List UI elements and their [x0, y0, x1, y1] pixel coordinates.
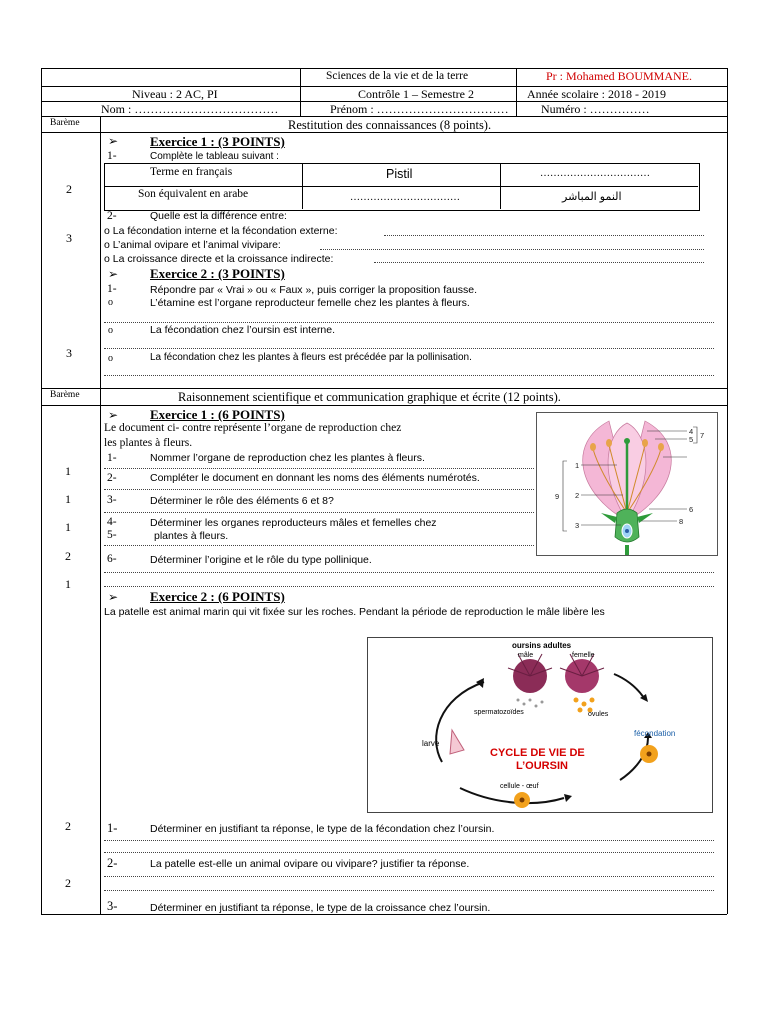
diagram-label: CYCLE DE VIE DE	[490, 747, 585, 759]
diagram-label: fécondation	[634, 729, 676, 738]
question-text: Nommer l’organe de reproduction chez les plantes à fleurs.	[150, 452, 425, 464]
question-number: 2-	[107, 210, 117, 222]
exercise-title: Exercice 2 : (6 POINTS)	[150, 589, 285, 604]
table-cell: Terme en français	[150, 166, 233, 178]
question-number: 1-	[107, 452, 117, 464]
exam-label: Contrôle 1 – Semestre 2	[358, 87, 474, 101]
mark: 1	[65, 520, 71, 534]
list-item: o L’animal ovipare et l’animal vivipare:	[104, 239, 281, 251]
subject-title: Sciences de la vie et de la terre	[326, 70, 469, 82]
question-text: Déterminer en justifiant ta réponse, le type de la croissance chez l’oursin.	[150, 902, 491, 914]
list-item: o La fécondation interne et la fécondation externe:	[104, 225, 338, 237]
name-field[interactable]: Nom : ………………………………	[101, 102, 279, 116]
question-text: Déterminer en justifiant ta réponse, le type de la fécondation chez l’oursin.	[150, 823, 495, 835]
flower-diagram	[536, 412, 718, 556]
mark: 3	[66, 231, 72, 245]
question-number: 1-	[107, 821, 118, 835]
bareme-label: Barème	[50, 390, 80, 400]
question-text: plantes à fleurs.	[154, 530, 229, 542]
intro-text: Le document ci- contre représente l’organe de reproduction chez	[104, 422, 402, 434]
table-cell: Pistil	[386, 167, 413, 181]
mark: 2	[66, 182, 72, 196]
question-text: Compléter le document en donnant les noms des éléments numérotés.	[150, 472, 480, 484]
level-label: Niveau : 2 AC, PI	[132, 87, 218, 101]
arrow-bullet-icon: ➢	[108, 408, 119, 422]
list-item: o La croissance directe et la croissance indirecte:	[104, 253, 334, 265]
question-text: Répondre par « Vrai » ou « Faux », puis corriger la proposition fausse.	[150, 284, 478, 296]
question-number: 1-	[107, 150, 117, 162]
table-cell: Son équivalent en arabe	[138, 188, 249, 200]
figure-number: 5	[689, 435, 694, 444]
figure-number: 3	[575, 521, 580, 530]
section2-title: Raisonnement scientifique et communication graphique et écrite (12 points).	[178, 390, 561, 404]
question-text: Quelle est la différence entre:	[150, 210, 287, 222]
intro-text: La patelle est animal marin qui vit fixée sur les roches. Pendant la période de reproduction le mâle libère les	[104, 606, 605, 618]
figure-number: 2	[575, 491, 580, 500]
question-text: Déterminer le rôle des éléments 6 et 8?	[150, 495, 334, 507]
answer-blank[interactable]: ……………………………	[540, 168, 650, 179]
bareme-label: Barème	[50, 118, 80, 128]
answer-blank[interactable]: ……………………………	[350, 192, 460, 203]
bullet: o	[108, 297, 113, 308]
arrow-bullet-icon: ➢	[108, 134, 119, 148]
question-number: 3-	[107, 494, 117, 506]
diagram-label: oursins adultes	[512, 641, 572, 650]
question-number: 4-	[107, 516, 117, 528]
true-false-statement: La fécondation chez l’oursin est interne.	[150, 324, 336, 336]
true-false-statement: L’étamine est l’organe reproducteur femelle chez les plantes à fleurs.	[150, 297, 470, 309]
true-false-statement: La fécondation chez les plantes à fleurs est précédée par la pollinisation.	[150, 352, 472, 363]
bullet: o	[108, 325, 113, 336]
figure-number: 4	[689, 427, 694, 436]
exercise-title: Exercice 1 : (6 POINTS)	[150, 407, 285, 422]
question-number: 3-	[107, 899, 118, 913]
diagram-label: ovules	[588, 711, 609, 718]
exercise-title: Exercice 2 : (3 POINTS)	[150, 266, 285, 281]
question-number: 1-	[107, 283, 117, 295]
number-field[interactable]: Numéro : ……………	[541, 102, 650, 116]
question-number: 6-	[107, 553, 117, 565]
question-text: Déterminer l’origine et le rôle du type pollinique.	[150, 554, 372, 566]
bullet: o	[108, 353, 113, 364]
question-text: La patelle est-elle un animal ovipare ou vivipare? justifier ta réponse.	[150, 858, 470, 870]
teacher-name: Pr : Mohamed BOUMMANE.	[546, 69, 692, 83]
figure-number: 6	[689, 505, 694, 514]
diagram-label: L’OURSIN	[516, 760, 568, 772]
diagram-label: mâle	[518, 652, 534, 659]
question-number: 2-	[107, 472, 117, 484]
diagram-label: femelle	[572, 652, 595, 659]
section1-title: Restitution des connaissances (8 points).	[288, 118, 492, 132]
firstname-field[interactable]: Prénom : ……………………………	[330, 102, 509, 116]
arrow-bullet-icon: ➢	[108, 267, 119, 281]
mark: 2	[65, 549, 71, 563]
school-year: Année scolaire : 2018 - 2019	[527, 87, 666, 101]
diagram-label: larve	[422, 739, 440, 748]
mark: 3	[66, 346, 72, 360]
mark: 2	[65, 819, 71, 833]
question-number: 2-	[107, 856, 118, 870]
diagram-label: cellule - œuf	[500, 783, 539, 790]
mark: 1	[65, 492, 71, 506]
figure-number: 8	[679, 517, 684, 526]
arrow-bullet-icon: ➢	[108, 590, 119, 604]
question-text: Déterminer les organes reproducteurs mâles et femelles chez	[150, 517, 437, 529]
diagram-label: spermatozoïdes	[474, 709, 524, 716]
exercise-title: Exercice 1 : (3 POINTS)	[150, 134, 285, 149]
question-number: 5-	[107, 529, 117, 541]
figure-number: 9	[555, 492, 560, 501]
figure-number: 1	[575, 461, 580, 470]
figure-number: 7	[700, 431, 705, 440]
mark: 1	[65, 577, 71, 591]
mark: 2	[65, 876, 71, 890]
question-text: Complète le tableau suivant :	[150, 151, 279, 162]
intro-text: les plantes à fleurs.	[104, 437, 193, 449]
mark: 1	[65, 464, 71, 478]
sea-urchin-cycle-diagram	[367, 637, 713, 813]
table-cell: النمو المباشر	[562, 191, 622, 203]
